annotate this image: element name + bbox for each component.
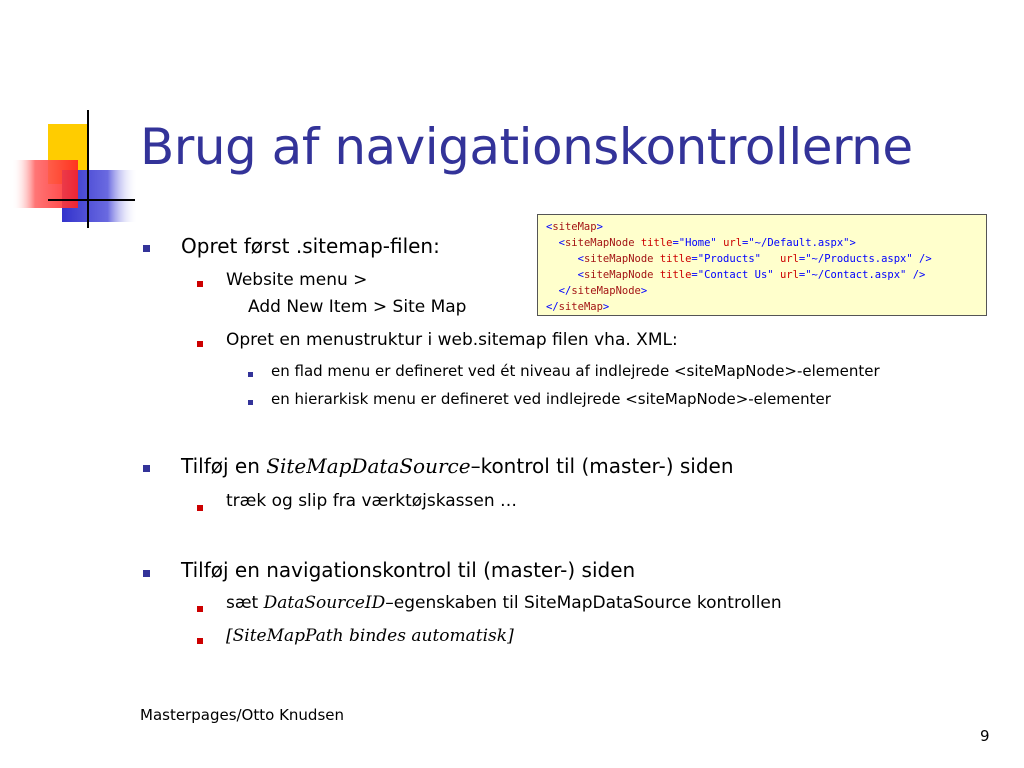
- bullet-square-icon: [143, 570, 150, 577]
- bullet-text-prefix: Tilføj en: [181, 454, 267, 478]
- code-line: <siteMapNode title="Products" url="~/Products.aspx" />: [577, 253, 932, 265]
- bullet-square-icon: [143, 465, 150, 472]
- sub-bullet-square-icon: [197, 281, 203, 287]
- sub-sub-bullet-text: en flad menu er defineret ved ét niveau af indlejrede <siteMapNode>-elementer: [271, 362, 880, 380]
- sub-bullet-square-icon: [197, 606, 203, 612]
- code-line: </siteMap>: [546, 301, 610, 313]
- sub-sub-bullet-square-icon: [248, 372, 253, 377]
- bullet-text: Tilføj en navigationskontrol til (master-) siden: [181, 558, 636, 582]
- bullet-text: Opret først .sitemap-filen:: [181, 234, 440, 258]
- sub-bullet-text: Opret en menustruktur i web.sitemap filen vha. XML:: [226, 330, 678, 350]
- bullet-square-icon: [143, 245, 150, 252]
- sub-bullet-square-icon: [197, 341, 203, 347]
- code-line: <siteMapNode title="Contact Us" url="~/Contact.aspx" />: [577, 269, 926, 281]
- sub-bullet-text-continuation: Add New Item > Site Map: [248, 297, 467, 317]
- sub-bullet-text: [SiteMapPath bindes automatisk]: [226, 626, 514, 646]
- page-number: 9: [980, 727, 990, 745]
- sub-bullet-text-prefix: sæt: [226, 593, 264, 613]
- code-line: <siteMapNode title="Home" url="~/Default.aspx">: [558, 237, 856, 249]
- sub-sub-bullet-square-icon: [248, 400, 253, 405]
- footer-text: Masterpages/Otto Knudsen: [140, 706, 344, 724]
- sub-sub-bullet-text: en hierarkisk menu er defineret ved indlejrede <siteMapNode>-elementer: [271, 390, 831, 408]
- code-line: <siteMap>: [546, 221, 603, 233]
- sub-bullet-text-emphasis: DataSourceID: [263, 593, 386, 613]
- sub-bullet-square-icon: [197, 505, 203, 511]
- bullet-text-suffix: –kontrol til (master-) siden: [470, 454, 734, 478]
- xml-code-box: [537, 214, 987, 316]
- page-title: Brug af navigationskontrollerne: [140, 118, 913, 176]
- code-line: </siteMapNode>: [558, 285, 648, 297]
- sub-bullet-square-icon: [197, 638, 203, 644]
- sub-bullet-text: Website menu >: [226, 270, 368, 290]
- sub-bullet-text: træk og slip fra værktøjskassen …: [226, 491, 518, 511]
- bullet-text: [181, 454, 734, 479]
- sub-bullet-text-suffix: –egenskaben til SiteMapDataSource kontrollen: [385, 593, 782, 613]
- sub-bullet-text: [226, 593, 782, 614]
- bullet-text-emphasis: SiteMapDataSource: [266, 454, 471, 478]
